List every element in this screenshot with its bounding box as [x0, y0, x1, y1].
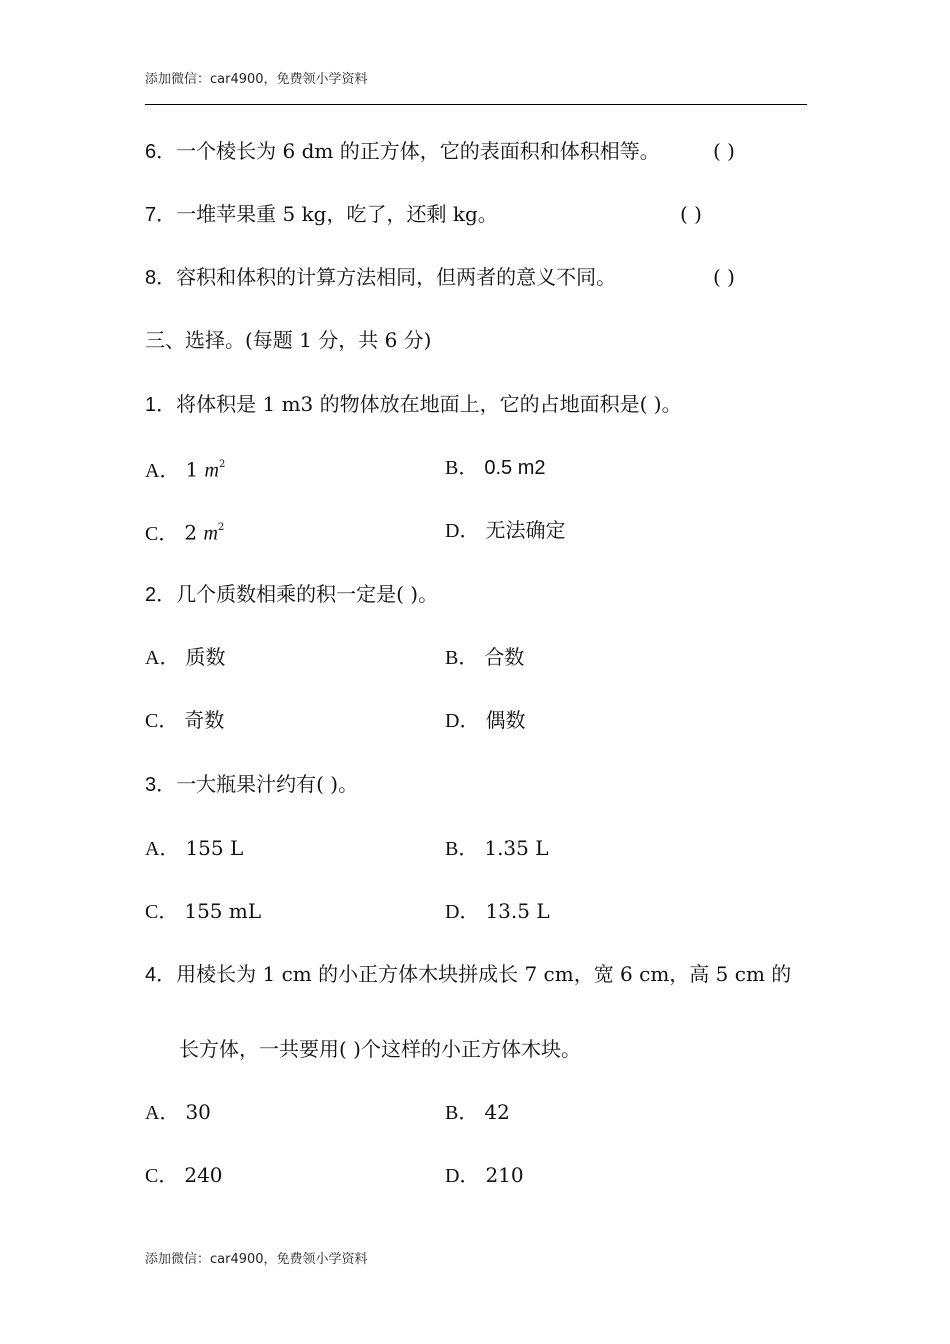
option-b [445, 1100, 510, 1125]
question-text: 一大瓶果汁约有( )。 [176, 772, 359, 796]
option-c [145, 518, 224, 546]
question-number: 1． [145, 394, 177, 416]
header-rule [145, 104, 807, 105]
option-value: 155 L [185, 836, 244, 860]
option-value: 偶数 [485, 708, 526, 732]
item-text: 一个棱长为 6 dm 的正方体，它的表面积和体积相等。 [176, 139, 660, 163]
option-label: D． [445, 901, 480, 923]
option-value: 合数 [484, 645, 525, 669]
option-value: 30 [185, 1100, 211, 1124]
option-label: D． [445, 710, 480, 732]
option-a [145, 455, 225, 483]
page-header: 添加微信：car4900，免费领小学资料 [145, 72, 368, 87]
option-b [445, 836, 549, 861]
question-4-continuation: 长方体，一共要用( )个这样的小正方体木块。 [179, 1037, 581, 1061]
option-value: 1 [185, 457, 205, 482]
option-superscript: 2 [219, 459, 226, 470]
answer-paren-8: ( ) [713, 265, 735, 289]
judgment-item-8 [145, 265, 616, 290]
option-label: A． [145, 1102, 180, 1124]
question-text: 几个质数相乘的积一定是( )。 [176, 582, 439, 606]
answer-paren-6: ( ) [713, 139, 735, 163]
option-d [445, 1163, 524, 1188]
option-label: C． [145, 710, 179, 732]
answer-paren-7: ( ) [680, 202, 702, 226]
option-a [145, 645, 225, 670]
question-number: 3． [145, 774, 177, 796]
option-d [445, 708, 525, 733]
option-c [145, 899, 261, 924]
option-label: A． [145, 647, 180, 669]
option-label: A． [145, 838, 180, 860]
option-superscript: 2 [217, 522, 225, 533]
question-number: 4． [145, 964, 177, 986]
option-value: 210 [485, 1163, 524, 1187]
option-label: C． [145, 1165, 179, 1187]
question-number: 2． [145, 584, 177, 606]
page-footer: 添加微信：car4900，免费领小学资料 [145, 1252, 368, 1267]
option-value: 质数 [185, 645, 226, 669]
option-b [445, 455, 546, 480]
option-label: D． [445, 520, 480, 542]
question-4 [145, 962, 791, 987]
option-c [145, 708, 224, 733]
option-unit: m [203, 522, 218, 545]
judgment-item-6 [145, 139, 660, 164]
option-unit: m [204, 459, 219, 482]
section-title: 三、选择。(每题 1 分，共 6 分) [145, 328, 432, 352]
option-value: 无法确定 [485, 518, 566, 542]
option-value: 0.5 m2 [484, 457, 546, 479]
option-value: 42 [484, 1100, 510, 1124]
question-3 [145, 772, 358, 797]
option-label: B． [445, 457, 479, 479]
item-text: 容积和体积的计算方法相同，但两者的意义不同。 [176, 265, 617, 289]
option-value: 奇数 [184, 708, 225, 732]
option-value: 155 mL [184, 899, 262, 923]
option-value: 13.5 L [485, 899, 550, 923]
option-label: A． [145, 459, 180, 482]
option-label: B． [445, 838, 479, 860]
option-label: C． [145, 522, 179, 545]
item-text: 一堆苹果重 5 kg，吃了，还剩 kg。 [176, 202, 498, 226]
item-number: 8． [145, 267, 177, 289]
question-text: 将体积是 1 m3 的物体放在地面上，它的占地面积是( )。 [176, 392, 682, 416]
judgment-item-7 [145, 202, 498, 227]
option-b [445, 645, 524, 670]
option-d [445, 899, 550, 924]
option-label: B． [445, 647, 479, 669]
option-label: C． [145, 901, 179, 923]
item-number: 7． [145, 204, 177, 226]
option-label: D． [445, 1165, 480, 1187]
option-label: B． [445, 1102, 479, 1124]
option-c [145, 1163, 223, 1188]
option-value: 240 [184, 1163, 223, 1187]
question-text: 用棱长为 1 cm 的小正方体木块拼成长 7 cm，宽 6 cm，高 5 cm 的 [176, 962, 792, 986]
option-d [445, 518, 565, 543]
option-a [145, 836, 243, 861]
option-value: 1.35 L [484, 836, 549, 860]
option-value: 2 [184, 520, 204, 545]
question-2 [145, 582, 438, 607]
question-1 [145, 392, 682, 417]
option-a [145, 1100, 211, 1125]
item-number: 6． [145, 141, 177, 163]
